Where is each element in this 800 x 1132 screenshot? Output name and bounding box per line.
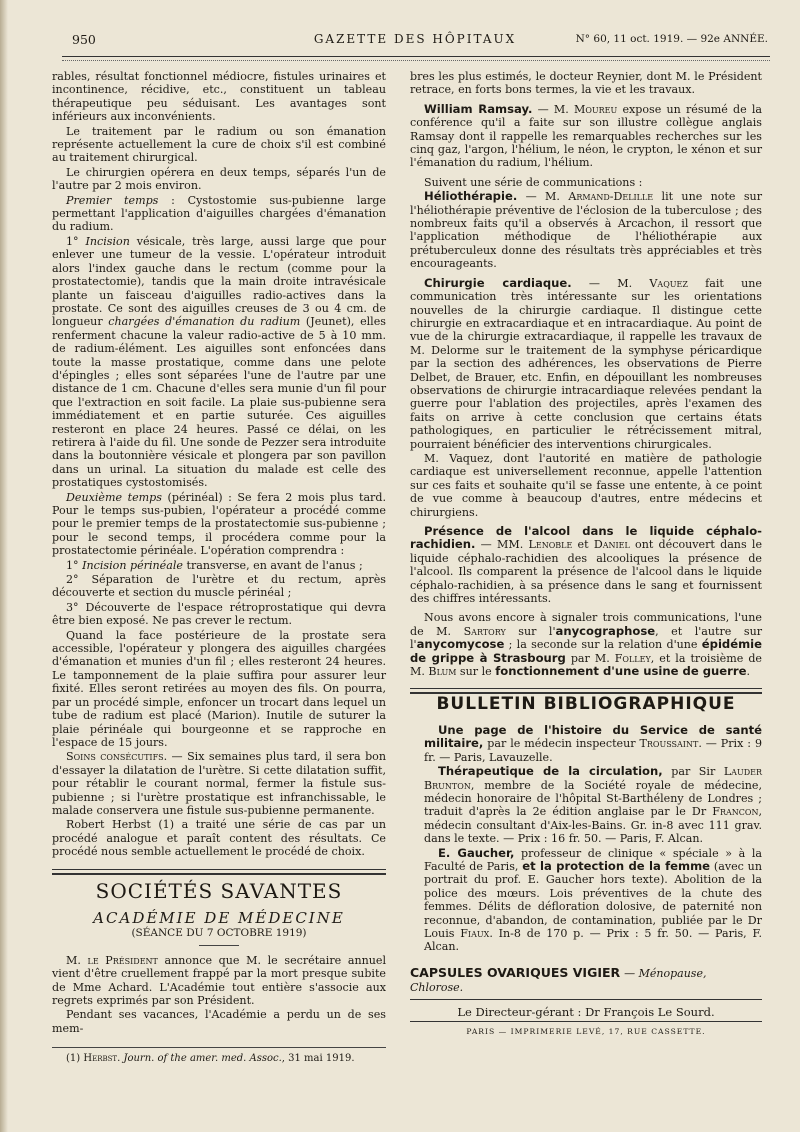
person-name: Daniel [593, 538, 630, 552]
paragraph-text: , et la troisième de M. [410, 651, 762, 679]
paragraph: rables, résultat fonctionnel médiocre, fistules urinaires et incontinence, récidive, etc., constituent un tableau thérapeutique peu séduisant. Les avantages sont inférieurs aux inconvénients. [52, 70, 386, 124]
subheading: Incision [85, 234, 130, 248]
header-rule [62, 56, 770, 57]
person-name: Sartory [463, 624, 506, 638]
left-column [52, 70, 386, 1067]
footnote-author: Herbst. [83, 1053, 121, 1065]
ad-title: CAPSULES OVARIQUES VIGIER [410, 964, 621, 980]
paragraph [52, 491, 386, 558]
paragraph [410, 277, 762, 451]
footnote-rule [52, 1047, 386, 1048]
paragraph-text: — MM. [475, 538, 529, 552]
book-title: E. Gaucher, [438, 845, 515, 860]
person-name: Lauder Brunton [424, 765, 762, 792]
entry-text: professeur de clinique « spéciale » à la Faculté de Paris, [424, 846, 762, 873]
issue-line: N° 60, 11 oct. 1919. — 92e ANNÉE. [575, 33, 768, 45]
paragraph-text: et [572, 538, 594, 552]
paragraph [52, 559, 386, 572]
section-rule [410, 1021, 762, 1022]
header-rule-dotted [62, 60, 770, 61]
paragraph-text: lit une note sur l'héliothérapie préventive de l'éclosion de la tuberculose ; des nombreux faits qu'il a observés à Arcachon, il ressort que l'application méthodique de l'héliothérapie aux prétuberculeux donne des résultats très appréciables et très encourageants. [410, 190, 762, 271]
book-title: Une page de l'histoire du Service de santé militaire, [424, 722, 762, 751]
footnote-journal: Journ. of the amer. med. Assoc. [123, 1053, 282, 1065]
person-name: Francon [712, 805, 759, 819]
step-number: 1° [66, 234, 79, 248]
section-title: BULLETIN BIBLIOGRAPHIQUE [436, 694, 736, 715]
subheading: Incision périnéale [82, 558, 183, 572]
paragraph-text: , et l'autre sur l' [410, 624, 763, 652]
footnote-number: (1) [66, 1053, 81, 1065]
entry-text: par Sir [662, 765, 724, 779]
paragraph: Quand la face postérieure de la prostate sera accessible, l'opérateur y plongera des aiguilles chargées d'émanation et munies d'un fil ; elles resteront 24 heures. Le tamponnement de la plaie suffira pour assurer leur fixité. Elles seront retirées au moyen des fils. On pourra, par un procédé simple, enfoncer un trocart dans lequel un tube de radium est placé (Marion). Inutile de suturer la plaie périnéale qui bourgeonne et se rapproche en l'espace de 15 jours. [52, 628, 386, 749]
right-column [410, 70, 762, 1038]
speaker-name: M. le Président [66, 953, 158, 967]
italic-text: chargées d'émanation du radium [108, 315, 301, 329]
paragraph: 2° Séparation de l'urètre et du rectum, après découverte et section du muscle périnéal ; [52, 573, 386, 600]
ad-subtitle: — Ménopause, Chlorose. [410, 966, 707, 995]
section-rule [410, 999, 762, 1000]
paragraph-text: par M. [565, 651, 615, 665]
topic-term: fonctionnement d'une usine de guerre [495, 664, 747, 679]
section-rule-thick [52, 873, 386, 875]
paragraph-text: — Six semaines plus tard, il sera bon d'essayer la dilatation de l'urètre. Si cette dilatation suffit, pour rétablir le courant normal, fermer la fistule sus-pubienne ; si l'urètre prostatique est infranchissable, le malade conservera une fistule sus-pubienne permanente. [52, 750, 386, 817]
paragraph [410, 190, 762, 270]
book-title: et la protection de la femme [522, 858, 711, 873]
book-title: Thérapeutique de la circulation, [438, 764, 663, 779]
entry-text: , membre de la Société royale de médecine, médecin honoraire de l'hôpital St-Barthéleny de Londres ; traduit d'après la 2e édition anglaise par le Dr [424, 778, 762, 819]
person-name: Armand-Delille [568, 190, 654, 204]
paragraph [52, 235, 386, 490]
paragraph [52, 750, 386, 817]
bibliography-entry [410, 724, 762, 764]
topic-term: anycographose [555, 623, 656, 638]
section-rule [410, 688, 762, 689]
paragraph-text: expose un résumé de la conférence qu'il a faite sur son illustre collègue anglais Ramsay dont il rappelle les remarquables recherches sur les cinq gaz, l'argon, l'hélium, le néon, le crypton, le xénon et sur l'émanation du radium, l'hélium. [410, 102, 763, 170]
page-number: 950 [72, 32, 96, 47]
session-date: (SÉANCE DU 7 OCTOBRE 1919) [131, 927, 307, 940]
printer-line: PARIS — IMPRIMERIE LEVÉ, 17, RUE CASSETTE. [466, 1027, 706, 1036]
person-name: Folley [614, 651, 651, 665]
paragraph [52, 954, 386, 1008]
footnote [52, 1052, 386, 1065]
bibliography-entry [410, 765, 762, 845]
section-rule [52, 869, 386, 870]
paragraph-text: . [746, 665, 750, 679]
paragraph: bres les plus estimés, le docteur Reynier, dont M. le Président retrace, en forts bons termes, la vie et les travaux. [410, 70, 762, 97]
paragraph-text: transverse, en avant de l'anus ; [182, 558, 363, 572]
paragraph: 3° Découverte de l'espace rétroprostatique qui devra être bien exposé. Ne pas crever le rectum. [52, 600, 386, 628]
subheading: Premier temps [66, 193, 159, 207]
page-edge-shadow [0, 0, 8, 1132]
paragraph-text: ont découvert dans le liquide céphalo-rachidien des alcooliques la présence de l'alcool. Ils comparent la présence de l'alcool dans le liquide céphalo-rachidien, à sa présence dans le sang et fournissent des chiffres intéressants. [410, 538, 763, 606]
paragraph-text: sur l' [505, 624, 556, 638]
topic-term: anycomycose [416, 637, 505, 652]
entry-text: par le médecin inspecteur [483, 737, 640, 751]
person-name: Blum [428, 665, 457, 679]
academy-heading: ACADÉMIE DE MÉDECINE [93, 908, 345, 927]
advertisement [410, 966, 762, 995]
person-name: Lenoble [528, 538, 573, 552]
paragraph: Pendant ses vacances, l'Académie a perdu un de ses mem- [52, 1008, 386, 1035]
step-number: 1° [66, 558, 79, 572]
entry-text: . In-8 de 170 p. — Prix : 5 fr. 50. — Paris, F. Alcan. [424, 926, 762, 954]
paragraph-text: — M. [517, 190, 569, 204]
paragraph: Le traitement par le radium ou son émanation représente actuellement la cure de choix s'il est combiné au traitement chirurgical. [52, 124, 386, 165]
topic-heading: Présence de l'alcool dans le liquide céphalo-rachidien. [410, 524, 762, 552]
paragraph: Le chirurgien opérera en deux temps, séparés l'un de l'autre par 2 mois environ. [52, 165, 386, 193]
entry-text: , médecin consultant d'Aix-les-Bains. Gr. in-8 avec 111 grav. dans le texte. — Prix : 16 fr. 50. — Paris, F. Alcan. [424, 805, 762, 846]
paragraph-text: (périnéal) : Se fera 2 mois plus tard. Pour le temps sus-pubien, l'opérateur a procédé comme pour le premier temps de la prostatectomie sus-pubienne ; pour le second temps, il procédera comme pour la prostatectomie périnéale. L'opération comprendra : [52, 490, 386, 558]
paragraph-text: annonce que M. le secrétaire annuel vient d'être cruellement frappé par la mort presque subite de Mme Achard. L'Académie tout entière s'associe aux regrets exprimés par son Président. [52, 953, 386, 1007]
topic-heading: Héliothérapie. [424, 189, 518, 204]
topic-heading: William Ramsay. [424, 101, 533, 116]
paragraph-text: ; la seconde sur la relation d'une [504, 638, 702, 652]
paragraph [410, 611, 762, 678]
footnote-date: , 31 mai 1919. [281, 1053, 355, 1065]
person-name: Moureu [573, 102, 618, 116]
short-rule [199, 945, 239, 946]
paragraph-text: fait une communication très intéressante sur les orientations nouvelles de la chirurgie cardiaque. Il distingue cette chirurgie en extracardiaque et en intracardiaque. Au point de vue de la chirurgie extracardiaque, il rappelle les travaux de M. Delorme sur le traitement de la symphyse péricardique par la section des adhérences, les observations de Pierre Delbet, de Brauer, etc. Enfin, en dépouillant les nombreuses observations de chirurgie intracardiaque relevées pendant la guerre pour l'ablation des projectiles, après l'examen des faits on arrive à cette conclusion que certains états pathologiques, en particulier le rétrécissement mitral, pourraient bénéficier des interventions chirurgicales. [410, 276, 762, 451]
journal-title: GAZETTE DES HÔPITAUX [313, 32, 517, 46]
bibliography-entry [410, 847, 762, 954]
paragraph: M. Vaquez, dont l'autorité en matière de pathologie cardiaque est universellement reconnue, appelle l'attention sur ces faits et souhaite qu'il se fasse une entente, à ce point de vue comme à beaucoup d'autres, entre médecins et chirurgiens. [410, 451, 762, 519]
person-name: Fiaux [460, 926, 490, 940]
paragraph-text: vésicale, très large, aussi large que pour enlever une tumeur de la vessie. L'opérateur introduit alors l'index gauche dans le rectum (comme pour la prostatectomie), tandis que la main droite intravésicale plante un faisceau d'aiguilles radio-actives dans la prostate. Ce sont des aiguilles creuses de 3 ou 4 cm. de longueur [52, 234, 386, 329]
paragraph [52, 194, 386, 234]
paragraph: Robert Herbst (1) a traité une série de cas par un procédé analogue et paraît content des résultats. Ce procédé nous semble actuellement le procédé de choix. [52, 818, 386, 859]
section-title: SOCIÉTÉS SAVANTES [95, 878, 343, 903]
paragraph-text: Nous avons encore à signaler trois communications, l'une de M. [410, 611, 762, 638]
person-name: Troussaint [639, 737, 699, 751]
entry-text: (avec un portrait du prof. E. Gaucher hors texte). Abolition de la police des mœurs. Lois préventives de la chute des femmes. Délits de défloration dolosive, de paternité non reconnue, d'abandon, de contamination, publiée par le Dr Louis [424, 859, 762, 940]
topic-term: épidémie de grippe à Strasbourg [410, 637, 762, 665]
page-header [60, 30, 770, 52]
director-line: Le Directeur-gérant : Dr François Le Sourd. [457, 1004, 715, 1019]
subheading: Deuxième temps [66, 490, 162, 504]
paragraph-text: — M. [532, 102, 574, 116]
paragraph-text: — M. [571, 276, 650, 290]
paragraph [410, 525, 762, 605]
paragraph-text: sur le [456, 665, 496, 679]
person-name: Vaquez [649, 276, 688, 290]
topic-heading: Chirurgie cardiaque. [424, 275, 572, 290]
paragraph-text: : Cystostomie sus-pubienne large permettant l'application d'aiguilles chargées d'émanation du radium. [52, 193, 386, 234]
paragraph-text: (Jeunet), elles renferment chacune la valeur radio-active de 5 à 10 mm. de radium-élément. Les aiguilles sont enfoncées dans toute la masse prostatique, comme dans une pelote d'épingles ; elles sont séparées l'une de l'autre par une distance de 1 cm. Chacune d'elles sera munie d'un fil pour que l'extraction en soit facile. La plaie sus-pubienne sera immédiatement et en partie suturée. Ces aiguilles resteront en place 24 heures. Passé ce délai, on les retirera à l'aide du fil. Une sonde de Pezzer sera introduite dans la boutonnière vésicale et plongera par son pavillon dans un urinal. La situation du malade est celle des prostatiques cystostomisés. [52, 315, 386, 490]
paragraph [410, 103, 762, 170]
subheading: Soins consécutifs. [66, 750, 168, 764]
entry-text: . — Prix : 9 fr. — Paris, Lavauzelle. [424, 737, 762, 764]
paragraph: Suivent une série de communications : [424, 175, 643, 189]
